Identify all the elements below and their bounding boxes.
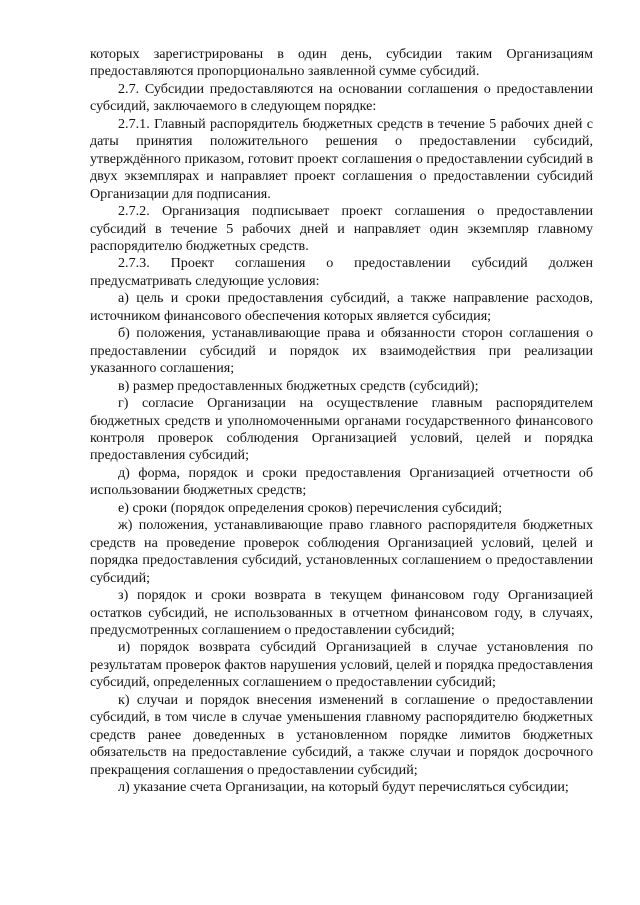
list-item-g: г) согласие Организации на осуществление главным распорядителем бюджетных средств и уполномоченными органами государственного финансового контроля проверок соблюдения Организацией условий, целей и порядка предоставления субсидий;	[90, 395, 593, 464]
list-item-a: а) цель и сроки предоставления субсидий, а также направление расходов, источником финансового обеспечения которых является субсидия;	[90, 290, 593, 324]
paragraph-2-7-2: 2.7.2. Организация подписывает проект соглашения о предоставлении субсидий в течение 5 рабочих дней и направляет один экземпляр главному распорядителю бюджетных средств.	[90, 203, 593, 254]
list-item-zh: ж) положения, устанавливающие право главного распорядителя бюджетных средств на проведение проверок соблюдения Организацией условий, целей и порядка предоставления субсидий, установленных соглашением о предоставлении субсидий;	[90, 517, 593, 586]
list-item-k: к) случаи и порядок внесения изменений в соглашение о предоставлении субсидий, в том числе в случае уменьшения главному распорядителю бюджетных средств ранее доведенных в установленном порядке лимитов бюджетных обязательств на предоставление субсидий, а также случаи и порядок досрочного прекращения соглашения о предоставлении субсидий;	[90, 691, 593, 778]
list-item-l: л) указание счета Организации, на который будут перечисляться субсидии;	[118, 779, 569, 796]
list-item-i: и) порядок возврата субсидий Организацией в случае установления по результатам проверок фактов нарушения условий, целей и порядка предоставления субсидий, определенных соглашением о предоставлении субсидий;	[90, 639, 593, 691]
list-item-b: б) положения, устанавливающие права и обязанности сторон соглашения о предоставлении субсидий и порядок их взаимодействия при реализации указанного соглашения;	[90, 325, 593, 377]
list-item-v: в) размер предоставленных бюджетных средств (субсидий);	[118, 377, 479, 394]
paragraph-continuation: которых зарегистрированы в один день, субсидии таким Организациям предоставляются пропорционально заявленной сумме субсидий.	[90, 46, 593, 80]
list-item-e: е) сроки (порядок определения сроков) перечисления субсидий;	[118, 499, 503, 516]
document-body	[90, 46, 593, 796]
list-item-z: з) порядок и сроки возврата в текущем финансовом году Организацией остатков субсидий, не использованных в отчетном финансовом году, в случаях, предусмотренных соглашением о предоставлении субсидий;	[90, 587, 593, 638]
paragraph-2-7: 2.7. Субсидии предоставляются на основании соглашения о предоставлении субсидий, заключаемого в следующем порядке:	[90, 80, 593, 115]
paragraph-2-7-3: 2.7.3. Проект соглашения о предоставлении субсидий должен предусматривать следующие условия:	[90, 255, 593, 289]
list-item-d: д) форма, порядок и сроки предоставления Организацией отчетности об использовании бюджетных средств;	[90, 464, 593, 499]
paragraph-2-7-1: 2.7.1. Главный распорядитель бюджетных средств в течение 5 рабочих дней с даты принятия положительного решения о предоставлении субсидий, утверждённого приказом, готовит проект соглашения о предоставлении субсидий в двух экземплярах и направляет проект соглашения о предоставлении субсидий Организации для подписания.	[90, 115, 593, 202]
